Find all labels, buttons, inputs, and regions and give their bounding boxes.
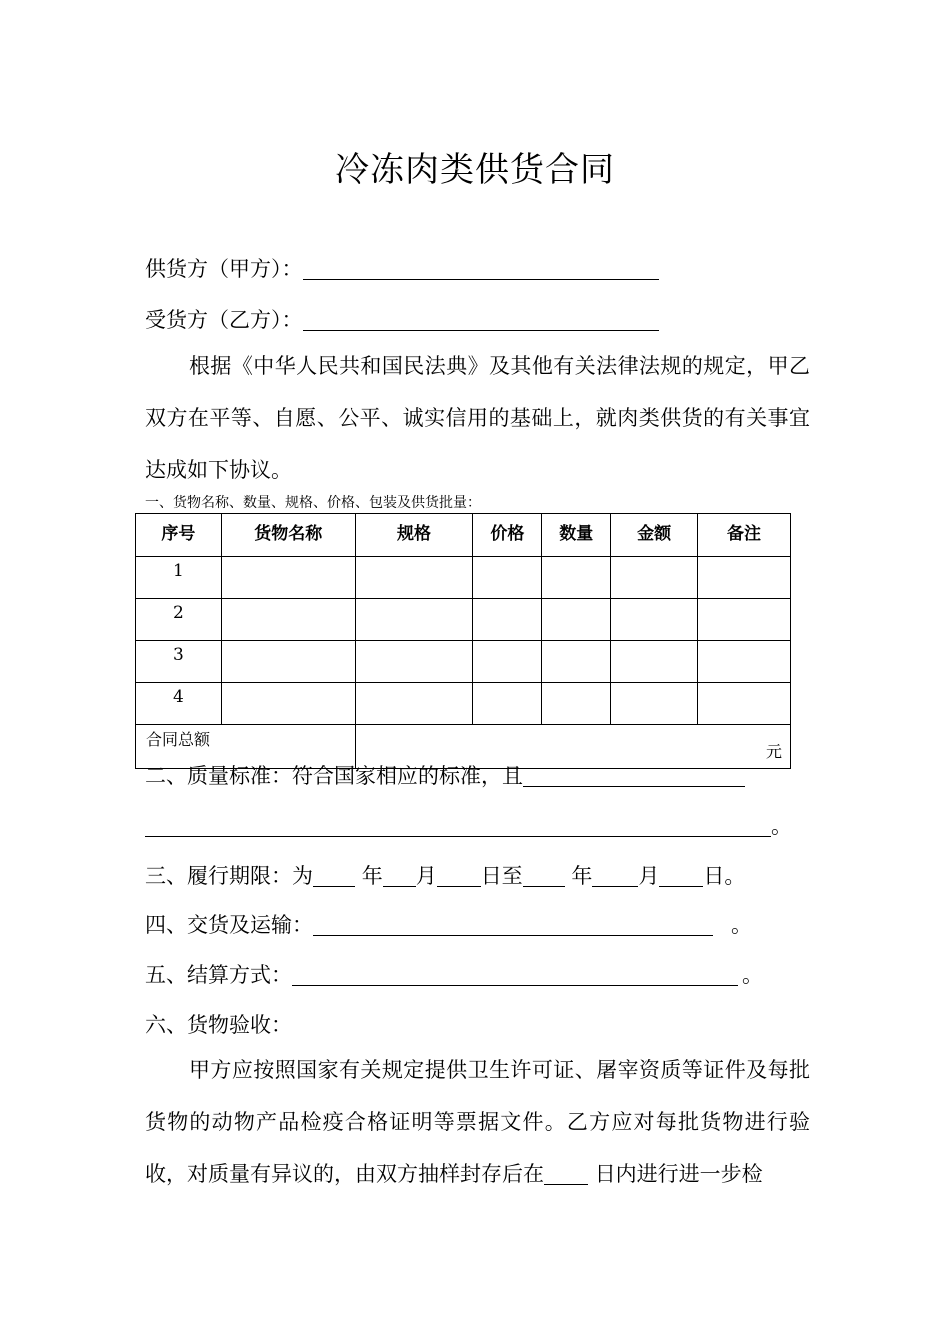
quality-blank-2[interactable] bbox=[145, 814, 771, 837]
table-cell[interactable] bbox=[473, 683, 542, 725]
section1-caption: 一、货物名称、数量、规格、价格、包装及供货批量： bbox=[145, 495, 481, 511]
section2-text: 二、质量标准：符合国家相应的标准，且 bbox=[145, 764, 523, 788]
end-year-blank[interactable] bbox=[523, 864, 565, 887]
table-row bbox=[136, 557, 791, 599]
section6-body-a: 甲方应按照国家有关规定提供卫生许可证、屠宰资质等证件及每批货物的动物产品检疫合格证明等票据文件。乙方应对每批货物进行验收，对质量有异议的，由双方抽样封存后在 bbox=[145, 1058, 810, 1186]
table-row bbox=[136, 641, 791, 683]
month-label: 月 bbox=[638, 864, 660, 888]
day-to-label: 日至 bbox=[480, 864, 523, 888]
table-cell[interactable] bbox=[473, 599, 542, 641]
row-number: 4 bbox=[136, 683, 222, 725]
section3-line bbox=[145, 860, 745, 890]
header-cell: 价格 bbox=[473, 514, 542, 557]
party-b-label: 受货方（乙方）： bbox=[145, 308, 303, 332]
goods-table bbox=[135, 513, 791, 769]
table-cell[interactable] bbox=[611, 683, 698, 725]
table-cell[interactable] bbox=[473, 557, 542, 599]
party-a-blank[interactable] bbox=[303, 257, 659, 280]
document-title: 冷冻肉类供货合同 bbox=[335, 150, 615, 190]
party-a-label: 供货方（甲方）： bbox=[145, 257, 303, 281]
header-cell: 序号 bbox=[136, 514, 222, 557]
end-month-blank[interactable] bbox=[592, 864, 638, 887]
header-cell: 备注 bbox=[698, 514, 791, 557]
section2-line2 bbox=[145, 810, 792, 840]
table-cell[interactable] bbox=[473, 641, 542, 683]
table-cell[interactable] bbox=[221, 683, 355, 725]
table-row bbox=[136, 599, 791, 641]
section5-text: 五、结算方式： bbox=[145, 963, 292, 987]
header-cell: 规格 bbox=[355, 514, 473, 557]
table-cell[interactable] bbox=[221, 599, 355, 641]
start-year-blank[interactable] bbox=[313, 864, 355, 887]
table-cell[interactable] bbox=[542, 683, 611, 725]
header-cell: 金额 bbox=[611, 514, 698, 557]
period-mark: 。 bbox=[742, 963, 763, 987]
table-cell[interactable] bbox=[355, 599, 473, 641]
row-number: 3 bbox=[136, 641, 222, 683]
end-day-blank[interactable] bbox=[659, 864, 703, 887]
year-label: 年 bbox=[361, 864, 383, 888]
table-cell[interactable] bbox=[611, 599, 698, 641]
table-cell[interactable] bbox=[611, 557, 698, 599]
table-cell[interactable] bbox=[355, 683, 473, 725]
table-cell[interactable] bbox=[542, 599, 611, 641]
table-cell[interactable] bbox=[611, 641, 698, 683]
section2-line bbox=[145, 760, 745, 790]
table-cell[interactable] bbox=[698, 557, 791, 599]
table-cell[interactable] bbox=[698, 683, 791, 725]
table-cell[interactable] bbox=[355, 557, 473, 599]
table-cell[interactable] bbox=[355, 641, 473, 683]
table-cell[interactable] bbox=[698, 641, 791, 683]
month-label: 月 bbox=[415, 864, 437, 888]
section6-title: 六、货物验收： bbox=[145, 1013, 292, 1037]
header-cell: 货物名称 bbox=[221, 514, 355, 557]
intro-paragraph: 根据《中华人民共和国民法典》及其他有关法律法规的规定，甲乙双方在平等、自愿、公平、诚实信用的基础上，就肉类供货的有关事宜达成如下协议。 bbox=[145, 354, 810, 482]
day-end-label: 日。 bbox=[703, 864, 746, 888]
section6-body-b: 日内进行进一步检 bbox=[594, 1162, 763, 1186]
table-cell[interactable] bbox=[221, 557, 355, 599]
period-mark: 。 bbox=[731, 913, 752, 937]
start-month-blank[interactable] bbox=[383, 864, 416, 887]
table-cell[interactable] bbox=[698, 599, 791, 641]
quality-blank[interactable] bbox=[523, 764, 745, 787]
settlement-blank[interactable] bbox=[292, 963, 738, 986]
section5-line bbox=[145, 959, 763, 989]
period-mark: 。 bbox=[771, 814, 792, 838]
party-a-line bbox=[145, 253, 659, 283]
section4-text: 四、交货及运输： bbox=[145, 913, 313, 937]
table-header-row bbox=[136, 514, 791, 557]
table-cell[interactable] bbox=[221, 641, 355, 683]
row-number: 2 bbox=[136, 599, 222, 641]
row-number: 1 bbox=[136, 557, 222, 599]
inspection-days-blank[interactable] bbox=[544, 1162, 588, 1185]
section3-text: 三、履行期限：为 bbox=[145, 864, 313, 888]
table-row bbox=[136, 683, 791, 725]
party-b-line bbox=[145, 304, 659, 334]
table-cell[interactable] bbox=[542, 641, 611, 683]
delivery-blank[interactable] bbox=[313, 913, 713, 936]
party-b-blank[interactable] bbox=[303, 308, 659, 331]
year-label: 年 bbox=[571, 864, 593, 888]
table-cell[interactable] bbox=[542, 557, 611, 599]
header-cell: 数量 bbox=[542, 514, 611, 557]
start-day-blank[interactable] bbox=[437, 864, 481, 887]
total-unit: 元 bbox=[765, 742, 782, 761]
section4-line bbox=[145, 909, 752, 939]
section6-body bbox=[145, 1044, 810, 1200]
total-label: 合同总额 bbox=[136, 725, 356, 769]
